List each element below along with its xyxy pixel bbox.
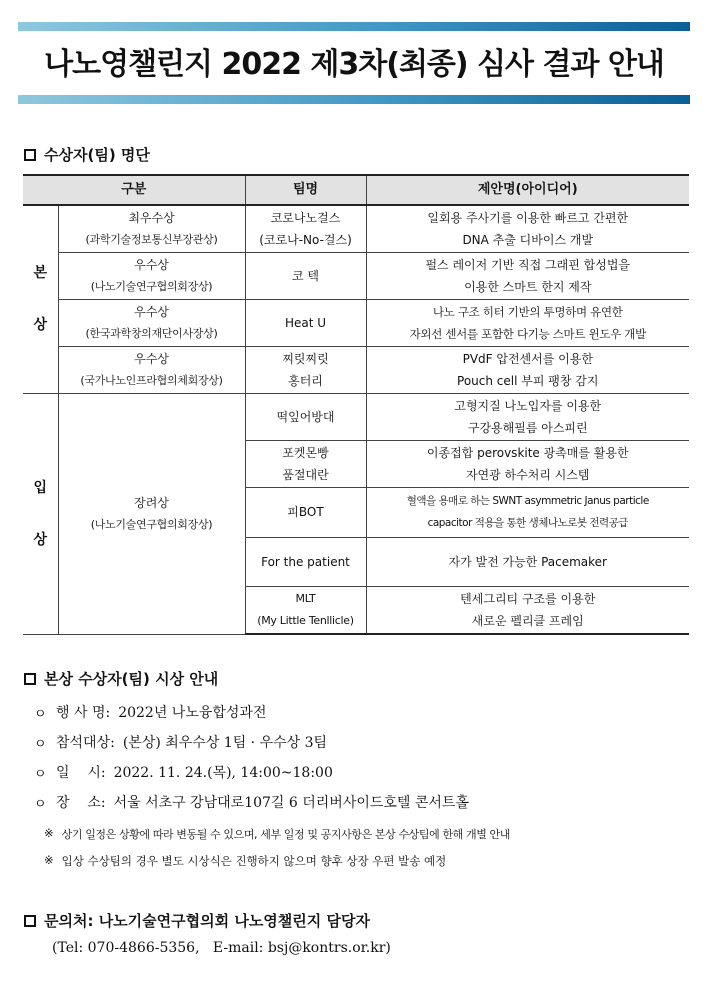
ceremony-item-value: (본상) 최우수상 1팀 · 우수상 3팀 (122, 735, 328, 751)
note-text: 입상 수상팀의 경우 별도 시상식은 진행하지 않으며 향후 상장 우편 발송 예정 (61, 854, 447, 868)
idea-title: 나노 구조 히터 기반의 투명하며 유연한 자외선 센서를 포함한 다기능 스마트 윈도우 개발 (366, 299, 689, 346)
contact-heading-row (24, 910, 370, 931)
title-top-bar (18, 22, 690, 31)
award-name: 우수상 (134, 304, 169, 319)
bullet-circle-icon: ㅇ (34, 796, 47, 812)
idea-title: 혈액을 용매로 하는 SWNT asymmetric Janus particle capacitor 적용을 통한 생체나노로봇 전력공급 (366, 487, 689, 537)
column-header: 제안명(아이디어) (366, 175, 689, 205)
ceremony-heading-row (24, 668, 218, 689)
ceremony-item-attendees (34, 732, 327, 752)
idea-title: PVdF 압전센서를 이용한 Pouch cell 부피 팽창 감지 (366, 346, 689, 393)
page-title: 나노영챌린지 2022 제3차(최종) 심사 결과 안내 (44, 47, 664, 82)
award-cell (58, 205, 245, 252)
checkbox-square-icon (24, 915, 36, 927)
team-name: 포켓몬빵 품절대란 (245, 440, 366, 487)
table-header-row (23, 175, 689, 205)
entry-award-note (44, 853, 446, 869)
ceremony-item-datetime (34, 762, 333, 782)
main-award-group-label: 본 상 (23, 205, 58, 393)
column-header: 팀명 (245, 175, 366, 205)
award-sponsor: (과학기술정보통신부장관상) (85, 232, 218, 246)
team-name: 코 텍 (245, 252, 366, 299)
idea-title: 고형지질 나노입자를 이용한 구강용해필름 아스피린 (366, 393, 689, 440)
team-name: MLT (My Little Tenllicle) (245, 586, 366, 634)
idea-title: 자가 발전 가능한 Pacemaker (366, 537, 689, 586)
award-sponsor: (국가나노인프라협의체회장상) (80, 373, 223, 387)
idea-title: 일회용 주사기를 이용한 빠르고 간편한 DNA 추출 디바이스 개발 (366, 205, 689, 252)
ceremony-item-label: 행 사 명: (56, 705, 111, 721)
note-mark-icon: ※ (44, 826, 54, 840)
award-cell (58, 299, 245, 346)
checkbox-square-icon (24, 149, 36, 161)
entry-award-group-label: 입 상 (23, 393, 58, 634)
ceremony-item-label: 장 소: (56, 795, 106, 811)
idea-title: 텐세그리티 구조를 이용한 새로운 펠리클 프레임 (366, 586, 689, 634)
bullet-circle-icon: ㅇ (34, 766, 47, 782)
award-name: 장려상 (134, 495, 169, 510)
award-cell (58, 346, 245, 393)
winners-heading-row (24, 144, 150, 165)
ceremony-item-value: 2022년 나노융합성과전 (118, 705, 267, 721)
table-row (23, 205, 689, 252)
team-name: 찌릿찌릿 홍터리 (245, 346, 366, 393)
note-mark-icon: ※ (44, 853, 54, 867)
title-bottom-bar (18, 95, 690, 104)
award-cell (58, 252, 245, 299)
ceremony-item-venue (34, 792, 469, 812)
team-name: 코로나노걸스 (코로나-No-걸스) (245, 205, 366, 252)
team-name: Heat U (245, 299, 366, 346)
award-cell (58, 393, 245, 634)
team-name: 떡잎어방대 (245, 393, 366, 440)
team-name: For the patient (245, 537, 366, 586)
ceremony-item-label: 참석대상: (56, 735, 115, 751)
ceremony-item-event (34, 702, 266, 722)
table-row (23, 346, 689, 393)
award-sponsor: (나노기술연구협의회장상) (90, 517, 213, 531)
note-text: 상기 일정은 상황에 따라 변동될 수 있으며, 세부 일정 및 공지사항은 본상 수상팀에 한해 개별 안내 (61, 828, 510, 841)
column-header: 구분 (23, 175, 245, 205)
table-row (23, 393, 689, 440)
contact-heading: 문의처: 나노기술연구협의회 나노영챌린지 담당자 (44, 912, 370, 930)
ceremony-item-value: 2022. 11. 24.(목), 14:00~18:00 (113, 765, 333, 781)
award-name: 최우수상 (128, 210, 175, 225)
contact-details: (Tel: 070-4866-5356, E-mail: bsj@kontrs.or.kr) (52, 940, 391, 956)
bullet-circle-icon: ㅇ (34, 736, 47, 752)
table-row (23, 299, 689, 346)
award-name: 우수상 (134, 257, 169, 272)
ceremony-item-value: 서울 서초구 강남대로107길 6 더리버사이드호텔 콘서트홀 (113, 795, 469, 811)
bullet-circle-icon: ㅇ (34, 706, 47, 722)
winners-table (23, 174, 689, 635)
idea-title: 펄스 레이저 기반 직접 그래핀 합성법을 이용한 스마트 한지 제작 (366, 252, 689, 299)
idea-title: 이종접합 perovskite 광촉매를 활용한 자연광 하수처리 시스템 (366, 440, 689, 487)
team-name: 피BOT (245, 487, 366, 537)
ceremony-item-label: 일 시: (56, 765, 106, 781)
table-row (23, 252, 689, 299)
ceremony-heading: 본상 수상자(팀) 시상 안내 (44, 670, 219, 688)
checkbox-square-icon (24, 673, 36, 685)
award-sponsor: (나노기술연구협의회장상) (90, 279, 213, 293)
winners-heading: 수상자(팀) 명단 (44, 146, 150, 164)
award-sponsor: (한국과학창의재단이사장상) (85, 326, 218, 340)
award-name: 우수상 (134, 351, 169, 366)
schedule-note (44, 826, 510, 842)
